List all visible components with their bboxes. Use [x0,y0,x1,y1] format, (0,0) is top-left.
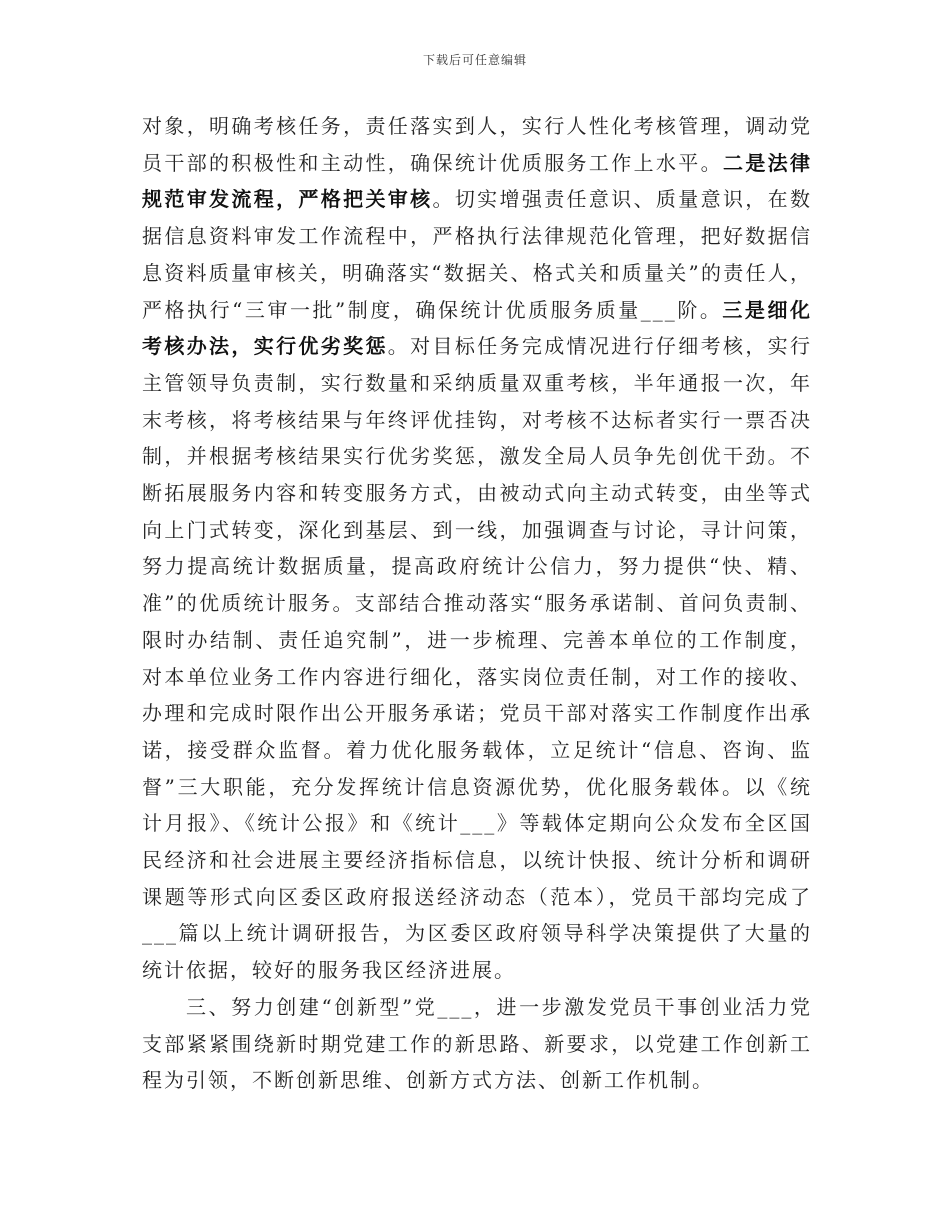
bold-heading: 二是法律规范审发流程，严格把关审核 [142,150,813,212]
text-segment: 。切实增强责任意识、质量意识，在数据信息资料审发工作流程中，严格执行法律规范化管理，把好数据信息资料质量审核关，明确落实“数据关、格式关和质量关”的责任人，严格执行“三审一批”制度，确保统计优质服务质量___阶。 [142,187,813,322]
page-header: 下载后可任意编辑 [422,53,527,67]
paragraph [142,989,812,1099]
paragraph [142,108,812,989]
document-body [142,108,812,1099]
text-segment: 对象，明确考核任务，责任落实到人，实行人性化考核管理，调动党员干部的积极性和主动性，确保统计优质服务工作上水平。 [142,114,812,175]
text-segment: 。对目标任务完成情况进行仔细考核，实行主管领导负责制，实行数量和采纳质量双重考核，半年通报一次，年末考核，将考核结果与年终评优挂钩，对考核不达标者实行一票否决制，并根据考核结果实行优劣奖惩，激发全局人员争先创优干劲。不断拓展服务内容和转变服务方式，由被动式向主动式转变，由坐等式向上门式转变，深化到基层、到一线，加强调查与讨论，寻计问策，努力提高统计数据质量，提高政府统计公信力，努力提供“快、精、准”的优质统计服务。支部结合推动落实“服务承诺制、首问负责制、限时办结制、责任追究制”，进一步梳理、完善本单位的工作制度，对本单位业务工作内容进行细化，落实岗位责任制，对工作的接收、办理和完成时限作出公开服务承诺；党员干部对落实工作制度作出承诺，接受群众监督。着力优化服务载体，立足统计“信息、咨询、监督”三大职能，充分发挥统计信息资源优势，优化服务载体。以《统计月报》、《统计公报》和《统计___》等载体定期向公众发布全区国民经济和社会进展主要经济指标信息，以统计快报、统计分析和调研课题等形式向区委区政府报送经济动态（范本），党员干部均完成了___篇以上统计调研报告，为区委区政府领导科学决策提供了大量的统计依据，较好的服务我区经济进展。 [142,334,813,983]
bold-heading: 三是细化考核办法，实行优劣奖惩 [142,297,812,359]
text-segment: 三、努力创建“创新型”党___，进一步激发党员干事创业活力党支部紧紧围绕新时期党建工作的新思路、新要求，以党建工作创新工程为引领，不断创新思维、创新方式方法、创新工作机制。 [142,994,812,1093]
